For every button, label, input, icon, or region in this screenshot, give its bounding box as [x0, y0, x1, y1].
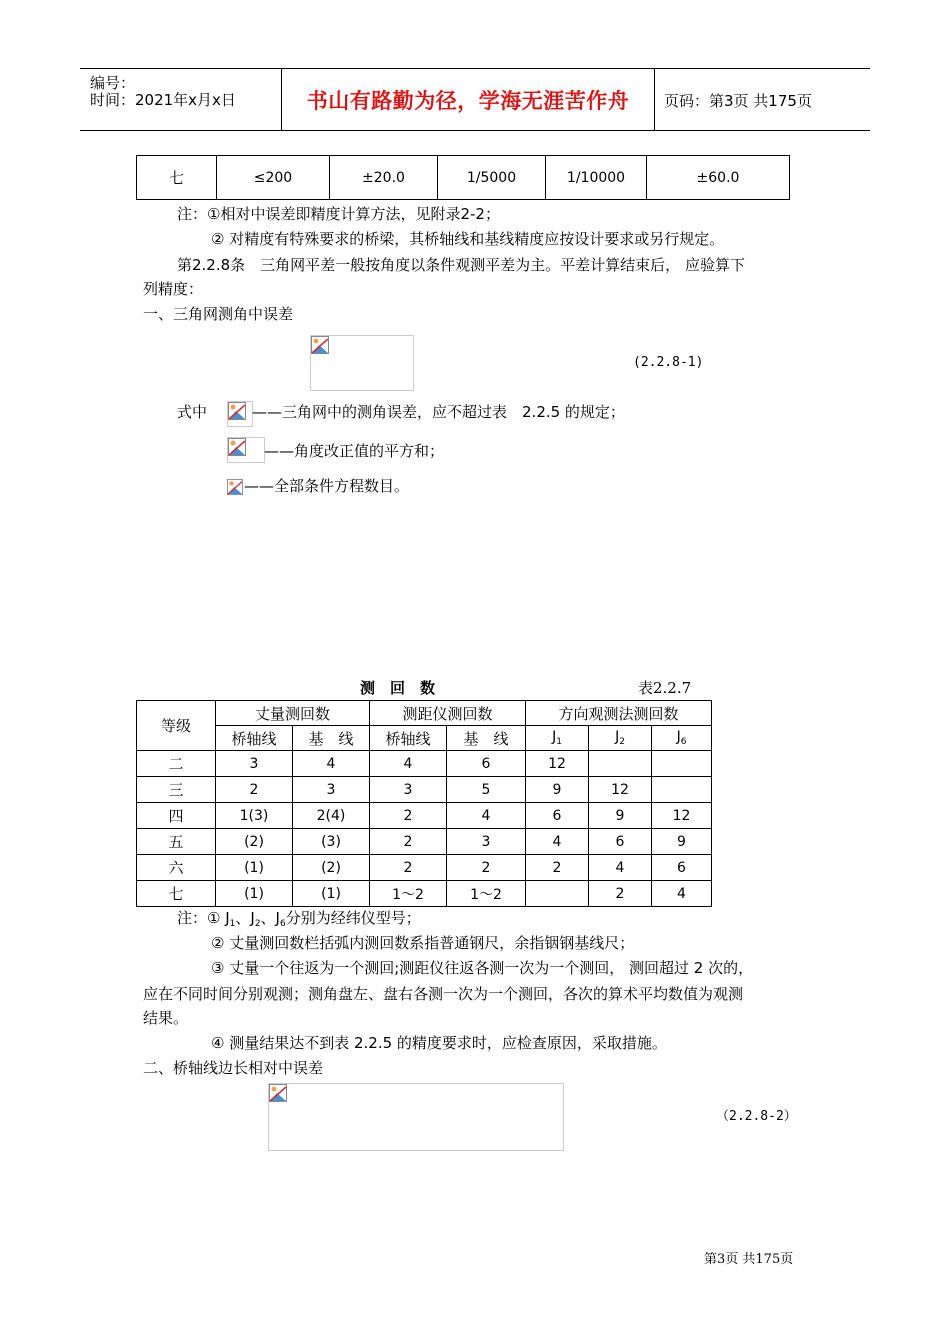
- broken-image-icon: [269, 1084, 287, 1102]
- table-cell: 3: [216, 751, 293, 777]
- note-1: 注：①相对中误差即精度计算方法，见附录2-2；: [177, 205, 500, 223]
- table-cell: 6: [526, 803, 589, 829]
- broken-image-icon: [228, 438, 246, 456]
- note2-3-cont: 应在不同时间分别观测；测角盘左、盘右各测一次为一个测回，各次的算术平均数值为观测: [143, 985, 744, 1003]
- subheader: 基 线: [293, 726, 370, 751]
- grade-cell: 四: [137, 803, 216, 829]
- page-label: 页码：第3页 共175页: [664, 92, 812, 110]
- cell: ±60.0: [647, 156, 790, 200]
- table-cell: 4: [447, 803, 526, 829]
- note2-4: ④ 测量结果达不到表 2.2.5 的精度要求时，应检查原因，采取措施。: [211, 1034, 667, 1052]
- table-row: [137, 803, 712, 829]
- section-1-heading: 一、三角网测角中误差: [143, 305, 294, 323]
- cell: 1/5000: [438, 156, 546, 200]
- subheader: 桥轴线: [216, 726, 293, 751]
- section-2-heading: 二、桥轴线边长相对中误差: [143, 1059, 324, 1077]
- table-cell: 12: [526, 751, 589, 777]
- note2-3-end: 结果。: [143, 1009, 189, 1027]
- table-cell: 2: [447, 855, 526, 881]
- table-row: [137, 829, 712, 855]
- table-cell: 3: [293, 777, 370, 803]
- table-cell: (1): [216, 881, 293, 907]
- table-cell: 4: [589, 855, 652, 881]
- symbol-image-2: [227, 437, 265, 463]
- subheader: 基 线: [447, 726, 526, 751]
- table-cell: [589, 751, 652, 777]
- equation-number-2: （2.2.8-2）: [716, 1109, 797, 1124]
- subheader: $J_6$: [652, 726, 712, 751]
- symbol-image-1: [227, 401, 253, 427]
- subheader: 桥轴线: [370, 726, 447, 751]
- top-table-row: [136, 155, 790, 200]
- note-2: ② 对精度有特殊要求的桥梁，其桥轴线和基线精度应按设计要求或另行规定。: [211, 230, 725, 248]
- table-row: [137, 855, 712, 881]
- table-row: [137, 881, 712, 907]
- cell: ±20.0: [330, 156, 438, 200]
- table-cell: (2): [216, 829, 293, 855]
- header-group-3: 方向观测法测回数: [526, 701, 712, 726]
- header-group-1: 丈量测回数: [216, 701, 370, 726]
- rounds-table: [136, 700, 712, 907]
- table-cell: 4: [652, 881, 712, 907]
- table-cell: 4: [370, 751, 447, 777]
- table-cell: (1): [216, 855, 293, 881]
- page-header: [80, 68, 870, 131]
- table-cell: 9: [589, 803, 652, 829]
- article-line1: 第2.2.8条 三角网平差一般按角度以条件观测平差为主。平差计算结束后， 应验算下: [177, 256, 745, 274]
- where-def-2: ——角度改正值的平方和；: [264, 442, 445, 460]
- broken-image-icon: [228, 402, 246, 420]
- grade-cell: 七: [137, 881, 216, 907]
- table-cell: (1): [293, 881, 370, 907]
- subheader: $J_1$: [526, 726, 589, 751]
- number-label: 编号：: [90, 74, 136, 92]
- table-cell: (3): [293, 829, 370, 855]
- equation-number-1: (2.2.8-1): [633, 355, 704, 370]
- where-def-1: ——三角网中的测角误差，应不超过表 2.2.5 的规定；: [252, 403, 625, 421]
- table-cell: 12: [589, 777, 652, 803]
- symbol-image-3: [227, 479, 243, 495]
- table-cell: 1～2: [370, 881, 447, 907]
- page-footer: 第3页 共175页: [704, 1252, 794, 1267]
- table-cell: 6: [589, 829, 652, 855]
- cell: ≤200: [217, 156, 330, 200]
- table-ref: 表2.2.7: [638, 679, 692, 697]
- grade-cell: 二: [137, 751, 216, 777]
- table-row: [137, 777, 712, 803]
- cell: 七: [137, 156, 217, 200]
- broken-image-icon: [227, 479, 243, 495]
- where-prefix: 式中: [177, 403, 208, 421]
- table-cell: [652, 751, 712, 777]
- grade-cell: 六: [137, 855, 216, 881]
- table-cell: 1～2: [447, 881, 526, 907]
- table-row: [137, 751, 712, 777]
- article-line2: 列精度：: [143, 280, 204, 298]
- table-cell: 1(3): [216, 803, 293, 829]
- table-cell: 3: [370, 777, 447, 803]
- table-cell: 2: [526, 855, 589, 881]
- note2-1: 注：① $J_1$、$J_2$、$J_6$分别为经纬仪型号；: [177, 909, 421, 929]
- table-cell: 5: [447, 777, 526, 803]
- table-cell: 2: [370, 829, 447, 855]
- table-cell: 6: [447, 751, 526, 777]
- table-cell: 2: [216, 777, 293, 803]
- formula-image-1: [310, 335, 414, 391]
- broken-image-icon: [311, 336, 329, 354]
- note2-3: ③ 丈量一个往返为一个测回;测距仪往返各测一次为一个测回， 测回超过 2 次的，: [211, 959, 754, 977]
- table-title: 测 回 数: [360, 679, 436, 697]
- subheader: $J_2$: [589, 726, 652, 751]
- table-cell: 2: [589, 881, 652, 907]
- table-cell: (2): [293, 855, 370, 881]
- table-cell: [526, 881, 589, 907]
- table-cell: 2: [370, 855, 447, 881]
- table-cell: 2: [370, 803, 447, 829]
- where-def-3: ——全部条件方程数目。: [244, 477, 410, 495]
- header-grade: 等级: [137, 701, 216, 751]
- grade-cell: 五: [137, 829, 216, 855]
- table-cell: 9: [652, 829, 712, 855]
- table-cell: 12: [652, 803, 712, 829]
- formula-image-2: [268, 1083, 564, 1151]
- header-group-2: 测距仪测回数: [370, 701, 526, 726]
- cell: 1/10000: [546, 156, 647, 200]
- table-cell: [652, 777, 712, 803]
- table-cell: 2(4): [293, 803, 370, 829]
- table-cell: 4: [526, 829, 589, 855]
- table-cell: 4: [293, 751, 370, 777]
- table-cell: 6: [652, 855, 712, 881]
- table-cell: 3: [447, 829, 526, 855]
- motto: 书山有路勤为径，学海无涯苦作舟: [281, 69, 655, 130]
- grade-cell: 三: [137, 777, 216, 803]
- table-cell: 9: [526, 777, 589, 803]
- time-label: 时间：2021年x月x日: [90, 91, 236, 109]
- note2-2: ② 丈量测回数栏括弧内测回数系指普通钢尺，余指铟钢基线尺；: [211, 934, 635, 952]
